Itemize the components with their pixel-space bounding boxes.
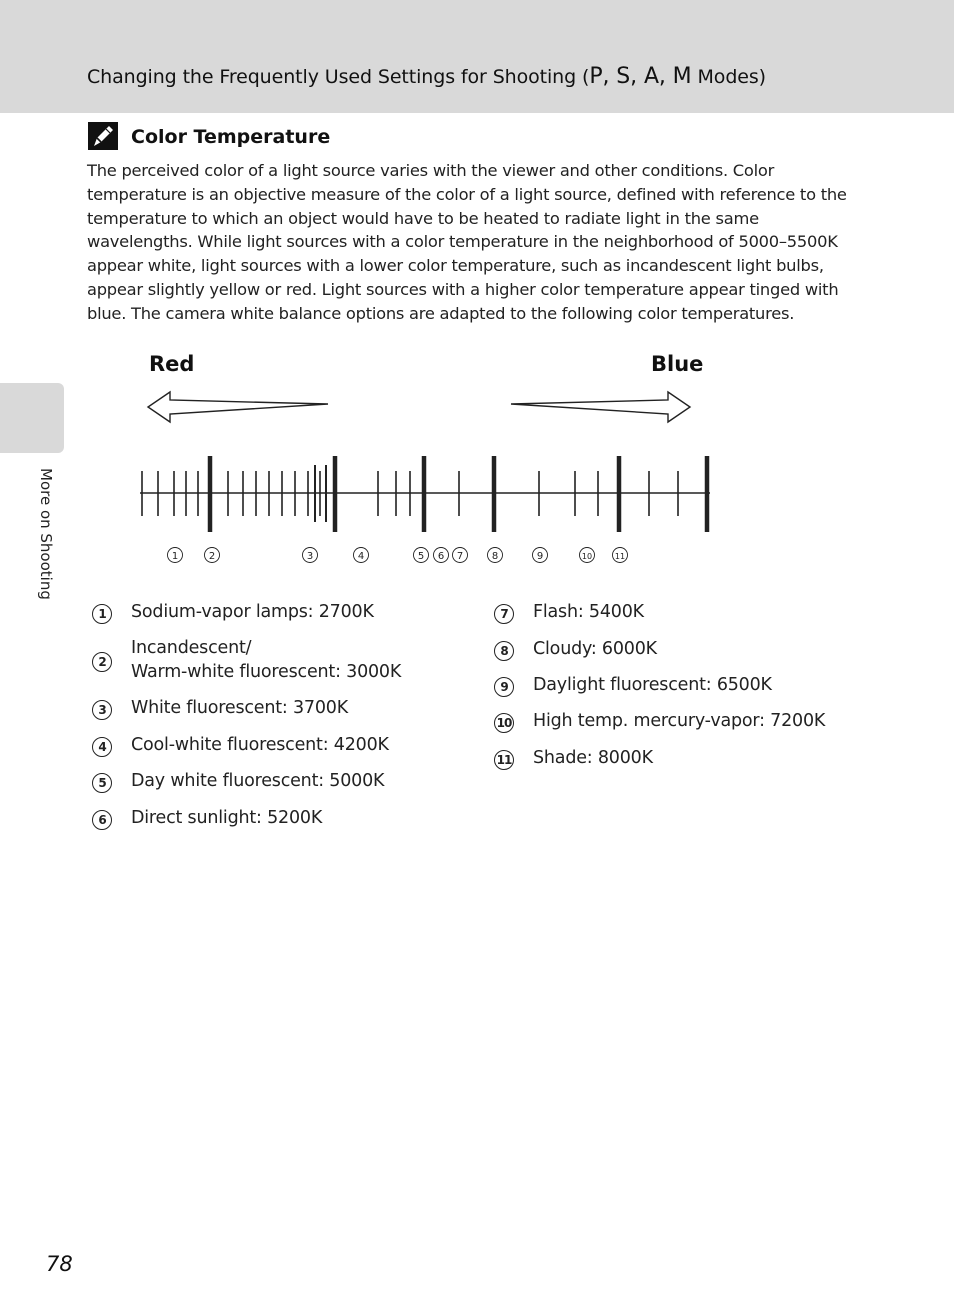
scale-marker-label: 7 xyxy=(456,551,464,562)
blue-label: Blue xyxy=(651,352,704,376)
item-number-badge: 10 xyxy=(494,713,514,733)
section-body: The perceived color of a light source varies with the viewer and other conditions. Color temperature is an objective measure of the color of a light source, defined with reference to the temperature to which an object would have to be heated to radiate light in the same wavelengths. While light sources with a color temperature in the neighborhood of 5000–5500K appear white, light sources with a lower color temperature, such as incandescent light bulbs, appear slightly yellow or red. Light sources with a higher color temperature appear tinged with blue. The camera white balance options are adapted to the following color temperatures. xyxy=(87,161,847,323)
scale-marker-label: 2 xyxy=(208,551,216,562)
list-item xyxy=(92,806,322,830)
item-number-badge: 8 xyxy=(494,641,514,661)
list-item xyxy=(494,746,653,770)
pencil-note-icon xyxy=(88,122,118,150)
item-text xyxy=(533,637,657,661)
scale-marker xyxy=(488,548,503,563)
item-text xyxy=(533,709,825,733)
item-number-badge: 7 xyxy=(494,604,514,624)
scale-marker-label: 9 xyxy=(536,551,544,562)
page-header-title xyxy=(87,64,766,89)
item-text-line: Shade: 8000K xyxy=(533,748,653,768)
scale-marker xyxy=(453,548,468,563)
arrow-left-icon xyxy=(148,392,328,422)
scale-marker-label: 8 xyxy=(491,551,499,562)
scale-marker xyxy=(354,548,369,563)
list-item xyxy=(92,600,374,624)
scale-marker xyxy=(533,548,548,563)
red-label: Red xyxy=(149,352,195,376)
scale-ticks xyxy=(142,456,707,532)
item-text-line: Sodium-vapor lamps: 2700K xyxy=(131,602,374,622)
list-item xyxy=(494,600,644,624)
item-text-line: Warm-white fluorescent: 3000K xyxy=(131,662,402,682)
item-text-line: White fluorescent: 3700K xyxy=(131,698,348,718)
page-number: 78 xyxy=(46,1252,73,1276)
scale-marker-label: 4 xyxy=(357,551,365,562)
list-item xyxy=(92,696,348,720)
item-text xyxy=(131,769,384,793)
item-text xyxy=(533,746,653,770)
scale-marker xyxy=(303,548,318,563)
scale-markers xyxy=(168,548,628,563)
scale-marker xyxy=(434,548,449,563)
arrow-right-icon xyxy=(511,392,690,422)
item-number-badge: 3 xyxy=(92,700,112,720)
scale-marker xyxy=(580,548,595,563)
item-text-line: Flash: 5400K xyxy=(533,602,644,622)
scale-marker xyxy=(168,548,183,563)
item-text-line: High temp. mercury-vapor: 7200K xyxy=(533,711,826,731)
item-number-badge: 5 xyxy=(92,773,112,793)
scale-marker xyxy=(414,548,429,563)
scale-marker-label: 10 xyxy=(581,552,593,561)
scale-marker-label: 3 xyxy=(306,551,314,562)
side-tab xyxy=(0,383,64,453)
item-text-line: Incandescent/ xyxy=(131,638,252,658)
item-number-badge: 1 xyxy=(92,604,112,624)
mode-icons: P, S, A, M xyxy=(589,64,692,89)
list-item xyxy=(92,636,401,684)
item-number-badge: 11 xyxy=(494,750,514,770)
item-number-badge: 4 xyxy=(92,737,112,757)
item-number-badge: 9 xyxy=(494,677,514,697)
scale-marker-label: 11 xyxy=(614,552,626,561)
header-band xyxy=(0,0,954,113)
item-text-line: Cloudy: 6000K xyxy=(533,639,657,659)
item-number-badge: 6 xyxy=(92,810,112,830)
scale-marker-label: 6 xyxy=(437,551,445,562)
header-title-suffix: Modes) xyxy=(691,66,766,88)
item-text xyxy=(131,696,348,720)
scale-marker xyxy=(613,548,628,563)
item-number-badge: 2 xyxy=(92,652,112,672)
scale-marker-label: 5 xyxy=(417,551,425,562)
item-text-line: Daylight fluorescent: 6500K xyxy=(533,675,772,695)
list-item xyxy=(494,637,657,661)
item-text-line: Day white fluorescent: 5000K xyxy=(131,771,385,791)
item-text-line: Direct sunlight: 5200K xyxy=(131,808,323,828)
item-text xyxy=(131,733,389,757)
item-text xyxy=(131,636,401,684)
section-title: Color Temperature xyxy=(131,126,331,148)
header-title-prefix: Changing the Frequently Used Settings for Shooting ( xyxy=(87,66,590,88)
item-text xyxy=(131,806,322,830)
item-text xyxy=(533,673,772,697)
item-text xyxy=(131,600,374,624)
item-text-line: Cool-white fluorescent: 4200K xyxy=(131,735,389,755)
color-temperature-scale xyxy=(130,385,730,585)
list-item xyxy=(92,769,384,793)
list-item xyxy=(494,709,825,733)
scale-marker xyxy=(205,548,220,563)
list-item xyxy=(494,673,772,697)
scale-marker-label: 1 xyxy=(171,551,179,562)
list-item xyxy=(92,733,389,757)
side-tab-label: More on Shooting xyxy=(37,468,55,600)
item-text xyxy=(533,600,644,624)
